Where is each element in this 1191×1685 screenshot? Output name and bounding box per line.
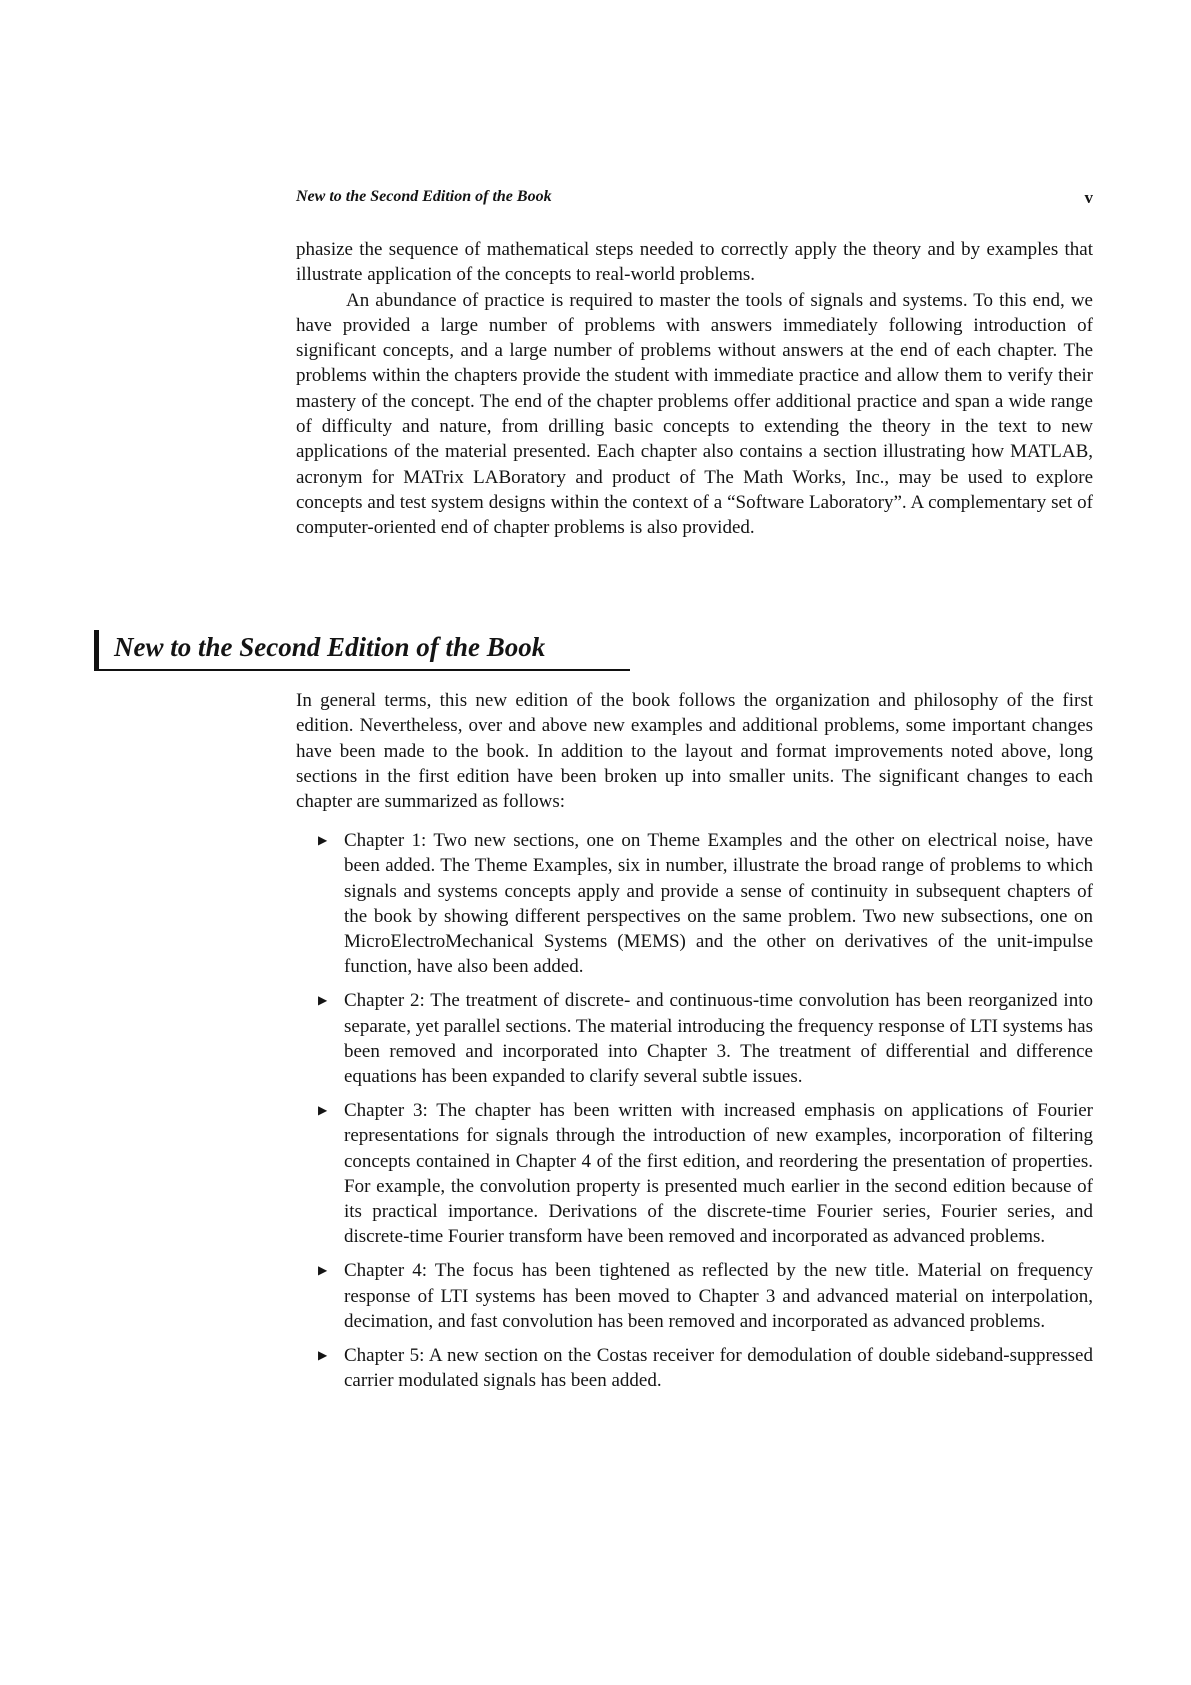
list-item-chapter-2 <box>318 988 1093 1089</box>
chapter-changes-list <box>318 828 1093 1402</box>
list-item-text: Chapter 1: Two new sections, one on Theme Examples and the other on electrical noise, have been added. The Theme Examples, six in number, illustrate the broad range of problems to which signals and systems concepts apply and provide a sense of continuity in subsequent chapters of the book by showing different perspectives on the same problem. Two new subsections, one on MicroElectroMechanical Systems (MEMS) and the other on derivatives of the unit-impulse function, have also been added. <box>344 830 1093 978</box>
continued-paragraph: phasize the sequence of mathematical steps needed to correctly apply the theory and by examples that illustrate application of the concepts to real-world problems. <box>296 239 1093 286</box>
section-intro-paragraph: In general terms, this new edition of the book follows the organization and philosophy of the first edition. Nevertheless, over and above new examples and additional problems, some important changes have been made to the book. In addition to the layout and format improvements noted above, long sections in the first edition have been broken up into smaller units. The significant changes to each chapter are summarized as follows: <box>296 690 1093 813</box>
bullet-triangle-icon: ▶ <box>318 1263 328 1278</box>
list-item-chapter-4 <box>318 1258 1093 1334</box>
list-item-text: Chapter 2: The treatment of discrete- and continuous-time convolution has been reorganized into separate, yet parallel sections. The material introducing the frequency response of LTI systems has been removed and incorporated into Chapter 3. The treatment of differential and difference equations has been expanded to clarify several subtle issues. <box>344 990 1093 1088</box>
heading-underline <box>94 669 630 671</box>
list-item-text: Chapter 4: The focus has been tightened as reflected by the new title. Material on frequency response of LTI systems has been moved to Chapter 3 and advanced material on interpolation, decimation, and fast convolution has been removed and incorporated as advanced problems. <box>344 1260 1093 1332</box>
section-intro-block <box>296 688 1093 814</box>
section-heading-text: New to the Second Edition of the Book <box>114 632 546 662</box>
practice-paragraph: An abundance of practice is required to master the tools of signals and systems. To this end, we have provided a large number of problems with answers immediately following introduction of significant concepts, and a large number of problems without answers at the end of each chapter. The problems within the chapters provide the student with immediate practice and allow them to verify their mastery of the concept. The end of the chapter problems offer additional practice and span a wide range of difficulty and nature, from drilling basic concepts to extending the theory in the text to new applications of the material presented. Each chapter also contains a section illustrating how MATLAB, acronym for MATrix LABoratory and product of The Math Works, Inc., may be used to explore concepts and test system designs within the context of a “Software Laboratory”. A complementary set of computer-oriented end of chapter problems is also provided. <box>296 289 1093 539</box>
bullet-triangle-icon: ▶ <box>318 993 328 1008</box>
bullet-triangle-icon: ▶ <box>318 1347 328 1362</box>
list-item-chapter-5 <box>318 1343 1093 1394</box>
page-number: v <box>1084 188 1093 207</box>
bullet-triangle-icon: ▶ <box>318 1102 328 1117</box>
heading-bar <box>94 630 99 670</box>
list-item-chapter-3 <box>318 1098 1093 1250</box>
running-header <box>296 188 1093 212</box>
bullet-triangle-icon: ▶ <box>318 833 328 847</box>
continued-text-block <box>296 237 1093 541</box>
list-item-chapter-1 <box>318 828 1093 980</box>
section-heading <box>94 628 630 672</box>
list-item-text: Chapter 5: A new section on the Costas receiver for demodulation of double sideband-suppressed carrier modulated signals has been added. <box>344 1344 1093 1391</box>
running-title: New to the Second Edition of the Book <box>296 188 552 205</box>
list-item-text: Chapter 3: The chapter has been written with increased emphasis on applications of Fourier representations for signals through the introduction of new examples, incorporation of filtering concepts contained in Chapter 4 of the first edition, and reordering the presentation of properties. For example, the convolution property is presented much earlier in the second edition because of its practical importance. Derivations of the discrete-time Fourier series, Fourier series, and discrete-time Fourier transform have been removed and incorporated as advanced problems. <box>344 1099 1093 1248</box>
